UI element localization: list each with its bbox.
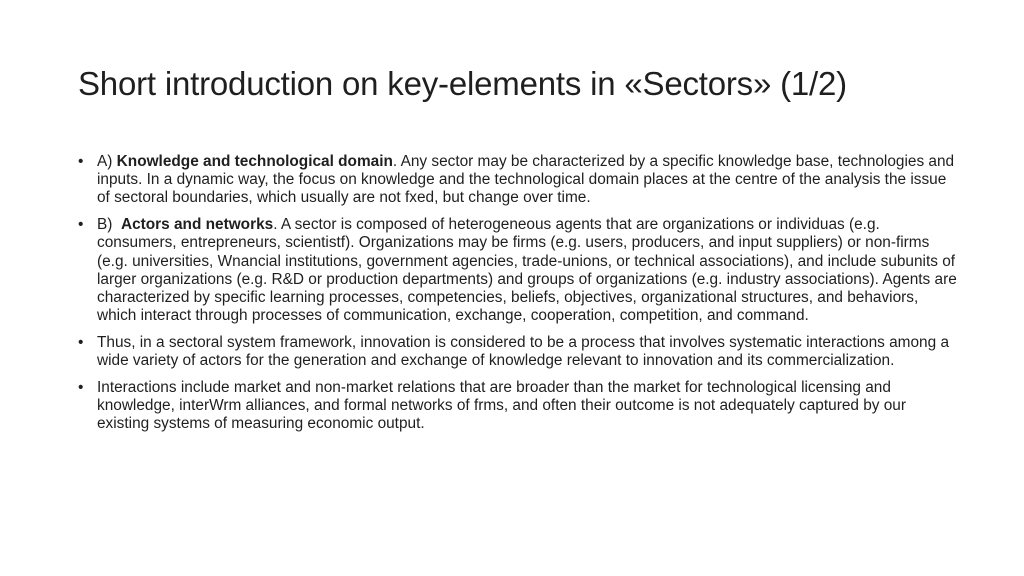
bullet-dot-icon: • bbox=[78, 153, 84, 170]
bullet-text: Thus, in a sectoral system framework, innovation is considered to be a process that involves systematic interactions among a wide variety of actors for the generation and exchange of knowledge relevant to innovation and its commercialization. bbox=[97, 333, 950, 370]
bullet-actors-networks bbox=[78, 216, 958, 325]
bullet-list bbox=[78, 153, 958, 442]
bullet-text: Interactions include market and non-market relations that are broader than the market for technological licensing and knowledge, interWrm alliances, and formal networks of frms, and often their outcome is not adequately captured by our existing systems of measuring economic output. bbox=[97, 378, 906, 433]
bullet-dot-icon: • bbox=[78, 333, 84, 351]
bullet-bold-heading: Actors and networks bbox=[120, 216, 274, 234]
bullet-prefix: A) bbox=[97, 153, 117, 170]
bullet-interactions bbox=[78, 379, 958, 434]
bullet-text: . A sector is composed of heterogeneous agents that are organizations or individuas (e.g. consumers, entrepreneurs, scientistf). Organizations may be firms (e.g. users, producers, and input suppliers) or non-firms (e.g. universities, Wnancial institutions, government agencies, trade-unions, or technical associations), and include subunits of larger organizations (e.g. R&D or production departments) and groups of organizations (e.g. industry associations). Agents are characterized by specific learning processes, competencies, beliefs, objectives, organizational structures, and behaviors, which interact through processes of communication, exchange, cooperation, competition, and command. bbox=[97, 216, 957, 325]
slide-title: Short introduction on key-elements in «Sectors» (1/2) bbox=[78, 65, 847, 102]
bullet-prefix: B) bbox=[97, 216, 121, 234]
bullet-knowledge-domain bbox=[78, 153, 958, 208]
bullet-text: . Any sector may be characterized by a specific knowledge base, technologies and inputs. In a dynamic way, the focus on knowledge and the technological domain places at the centre of the analysis the issue of sectoral boundaries, which usually are not fxed, but change over time. bbox=[97, 153, 955, 207]
bullet-dot-icon: • bbox=[78, 216, 84, 234]
bullet-bold-heading: Knowledge and technological domain bbox=[116, 153, 393, 170]
bullet-dot-icon: • bbox=[78, 378, 84, 396]
bullet-sectoral-framework bbox=[78, 334, 958, 370]
